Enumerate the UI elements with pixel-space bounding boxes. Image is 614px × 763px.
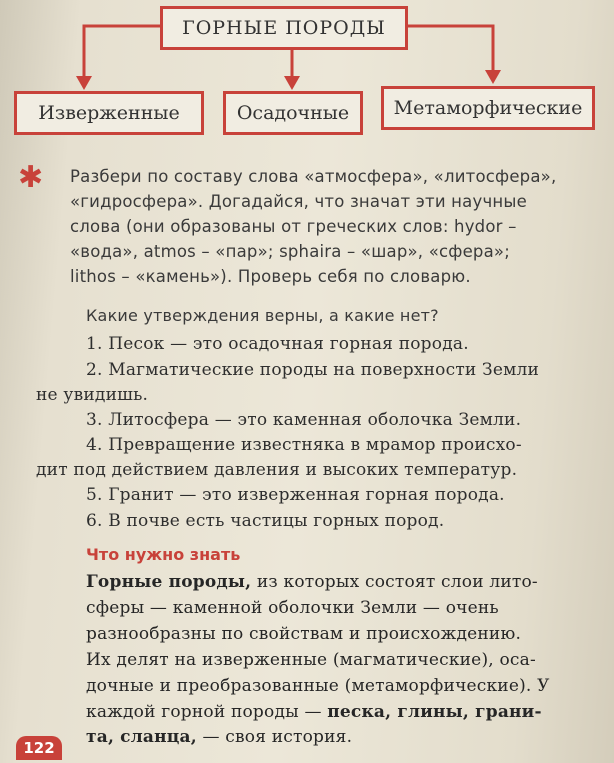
statement: 1. Песок — это осадочная горная порода. xyxy=(86,334,469,354)
category-box-sedimentary xyxy=(223,91,363,135)
arrow-left xyxy=(84,26,160,78)
diagram-title: ГОРНЫЕ ПОРОДЫ xyxy=(182,17,386,39)
category-label: Изверженные xyxy=(38,102,180,124)
category-box-metamorphic xyxy=(381,86,595,130)
statement: дит под действием давления и высоких температур. xyxy=(36,460,518,480)
statement: 2. Магматические породы на поверхности Земли xyxy=(86,360,540,380)
category-label: Метаморфические xyxy=(393,97,583,119)
know-text-part: из которых состоят слои лито- xyxy=(251,572,538,592)
asterisk-icon: ✱ xyxy=(18,160,44,195)
category-box-igneous xyxy=(14,91,204,135)
know-term: Горные породы, xyxy=(86,572,252,592)
know-text-part: каждой горной породы — xyxy=(86,702,328,722)
page-number: 122 xyxy=(16,736,62,760)
know-line: Их делят на изверженные (магматические), оса- xyxy=(86,650,536,670)
know-line xyxy=(86,702,542,722)
know-text-part: — своя история. xyxy=(196,727,353,747)
arrow-right xyxy=(408,26,493,72)
task-line: «вода», atmos – «пар»; sphaira – «шар», «сфера»; xyxy=(70,242,510,261)
task-line: Разбери по составу слова «атмосфера», «литосфера», xyxy=(70,167,557,186)
know-line: сферы — каменной оболочки Земли — очень xyxy=(86,598,499,618)
know-line: дочные и преобразованные (метаморфические). У xyxy=(86,676,550,696)
statement: 3. Литосфера — это каменная оболочка Земли. xyxy=(86,410,522,430)
statement: 4. Превращение известняка в мрамор происхо- xyxy=(86,435,522,455)
task-line: «гидросфера». Догадайся, что значат эти научные xyxy=(70,192,527,211)
task-line: lithos – «камень»). Проверь себя по словарю. xyxy=(70,267,471,286)
know-line xyxy=(86,572,538,592)
know-line: разнообразны по свойствам и происхождению. xyxy=(86,624,522,644)
question: Какие утверждения верны, а какие нет? xyxy=(86,306,439,325)
diagram-title-box xyxy=(160,6,408,50)
statement: 5. Гранит — это изверженная горная порода. xyxy=(86,485,505,505)
know-term: песка, глины, грани- xyxy=(327,702,542,722)
know-term: та, сланца, xyxy=(86,727,197,747)
statement: не увидишь. xyxy=(36,385,149,405)
know-heading: Что нужно знать xyxy=(86,545,241,564)
statement: 6. В почве есть частицы горных пород. xyxy=(86,511,445,531)
know-line xyxy=(86,727,352,747)
category-label: Осадочные xyxy=(236,102,350,124)
task-line: слова (они образованы от греческих слов: hydor – xyxy=(70,217,517,236)
